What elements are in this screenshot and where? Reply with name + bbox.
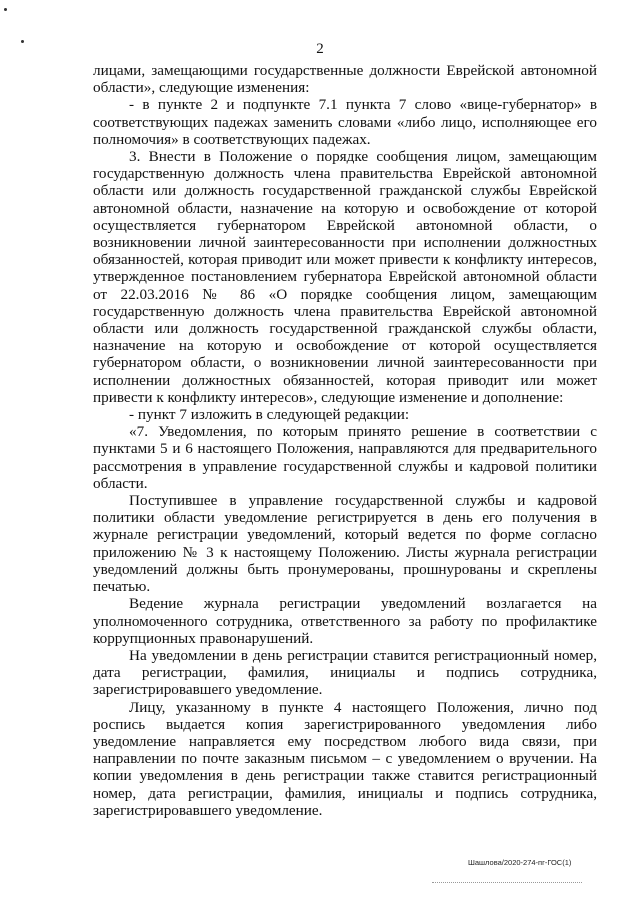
paragraph: Поступившее в управление государственной службы и кадровой политики области уведомление регистрируется в день его получения в журнале регистрации уведомлений, который ведется по форме согласно приложению № 3 к настоящему Положению. Листы журнала регистрации уведомлений должны быть пронумерованы, прошнурованы и скреплены печатью.	[93, 492, 597, 596]
paragraph: На уведомлении в день регистрации ставится регистрационный номер, дата регистрации, фамилия, инициалы и подпись сотрудника, зарегистрировавшего уведомление.	[93, 646, 597, 699]
paragraph: Ведение журнала регистрации уведомлений возлагается на уполномоченного сотрудника, ответственного за работу по профилактике коррупционных правонарушений.	[93, 595, 597, 647]
scan-artifact-dot	[4, 8, 7, 11]
paragraph: Лицу, указанному в пункте 4 настоящего Положения, лично под роспись выдается копия зарегистрированного уведомления либо уведомление направляется ему посредством любого вида связи, при направлении по почте заказным письмом – с уведомлением о вручении. На копии уведомления в день регистрации также ставится регистрационный номер, дата регистрации, фамилия, инициалы и подпись сотрудника, зарегистрировавшего уведомление.	[93, 698, 597, 819]
paragraph: «7. Уведомления, по которым принято решение в соответствии с пунктами 5 и 6 настоящего Положения, направляются для предварительного рассмотрения в управление государственной службы и кадровой политики области.	[93, 423, 597, 492]
paragraph: 3. Внести в Положение о порядке сообщения лицом, замещающим государственную должность члена правительства Еврейской автономной области или должность государственной гражданской службы Еврейской автономной области, назначение на которую и освобождение от которой осуществляется губернатором Еврейской автономной области, о возникновении личной заинтересованности при исполнении должностных обязанностей, которая приводит или может привести к конфликту интересов, утвержденное постановлением губернатора Еврейской автономной области от 22.03.2016 № 86 «О порядке сообщения лицом, замещающим государственную должность члена правительства Еврейской автономной области или должность государственной гражданской службы области, назначение на которую и освобождение от которой осуществляется губернатором области, о возникновении личной заинтересованности при исполнении должностных обязанностей, которая приводит или может привести к конфликту интересов», следующие изменение и дополнение:	[93, 148, 597, 406]
document-body	[93, 62, 597, 819]
paragraph: - пункт 7 изложить в следующей редакции:	[129, 406, 410, 424]
footer-scan-mark	[432, 882, 582, 883]
page-number: 2	[316, 41, 324, 57]
paragraph: - в пункте 2 и подпункте 7.1 пункта 7 слово «вице-губернатор» в соответствующих падежах заменить словами «либо лицо, исполняющее его полномочия» в соответствующих падежах.	[93, 96, 597, 148]
document-footer-code: Шашлова/2020-274-пг-ГОС(1)	[468, 858, 572, 867]
paragraph: лицами, замещающими государственные должности Еврейской автономной области», следующие изменения:	[93, 62, 597, 97]
